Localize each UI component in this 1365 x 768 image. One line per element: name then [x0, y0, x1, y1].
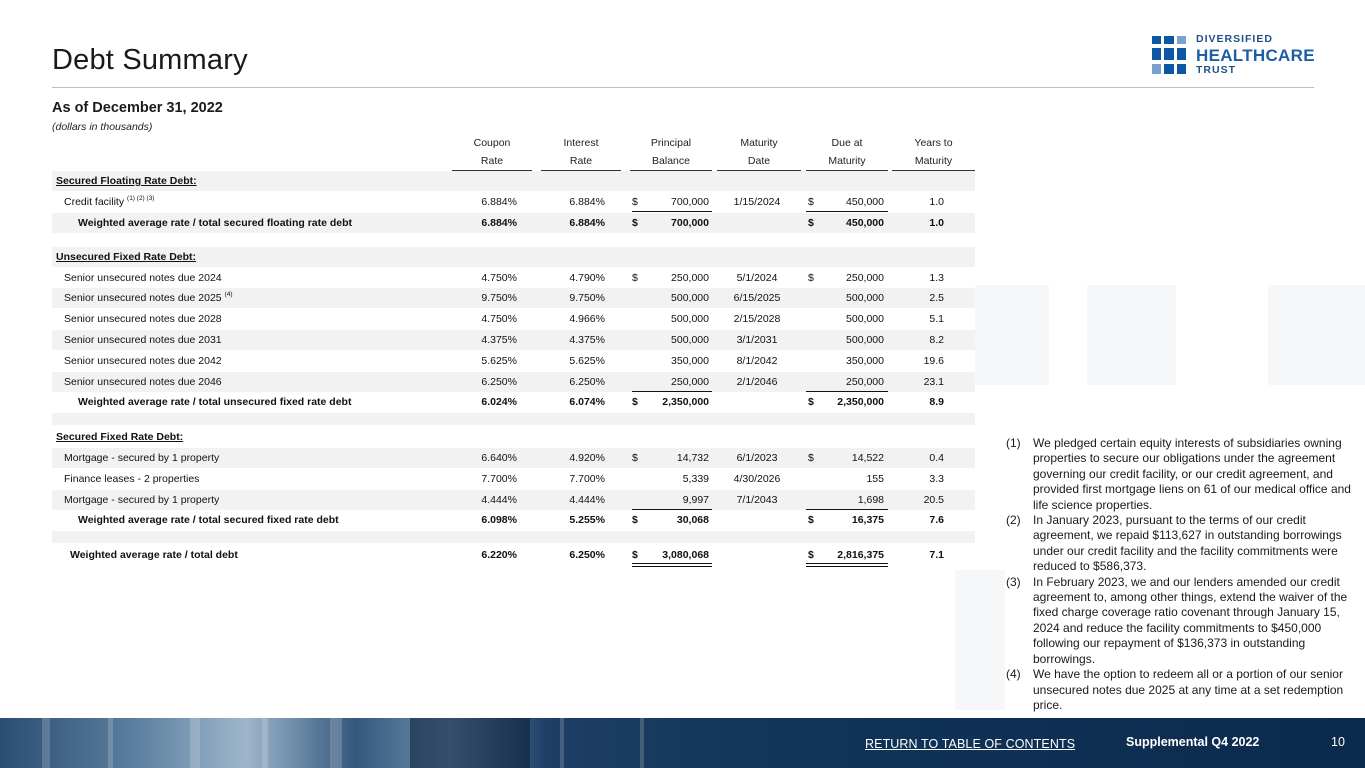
underline: [806, 211, 888, 212]
principal-balance: 500,000: [671, 334, 709, 346]
footnote-text: In February 2023, we and our lenders amended our credit agreement to, among other things, extend the waiver of the fixed charge coverage ratio covenant through January 15, 2024 and reduce the facility commitments to $450,000 following our repayment of $136,373 in outstanding borrowings.: [1033, 574, 1348, 666]
interest-rate: 4.920%: [569, 452, 605, 464]
footer-decoration: [42, 718, 50, 768]
double-underline: [806, 563, 888, 567]
principal-balance: 500,000: [671, 292, 709, 304]
logo-mark-icon: [1152, 36, 1188, 74]
table-row: [52, 469, 975, 489]
footnote-ref: (1) (2) (3): [127, 195, 155, 202]
years-to-maturity: 1.0: [929, 217, 944, 229]
years-to-maturity: 8.2: [929, 334, 944, 346]
units-note: (dollars in thousands): [52, 121, 153, 133]
spacer-row: [52, 531, 975, 543]
principal-balance: 500,000: [671, 313, 709, 325]
interest-rate: 6.884%: [569, 217, 605, 229]
years-to-maturity: 1.3: [929, 272, 944, 284]
due-at-maturity: 450,000: [846, 196, 884, 208]
years-to-maturity: 8.9: [929, 396, 944, 408]
years-to-maturity: 5.1: [929, 313, 944, 325]
currency-symbol: $: [632, 396, 638, 408]
due-at-maturity: 16,375: [851, 514, 884, 526]
due-at-maturity: 155: [866, 473, 884, 485]
principal-balance: 250,000: [671, 272, 709, 284]
interest-rate: 4.790%: [569, 272, 605, 284]
table-row: [52, 309, 975, 329]
interest-rate: 6.250%: [569, 376, 605, 388]
row-label: Weighted average rate / total secured fixed rate debt: [78, 514, 339, 526]
maturity-date: 2/1/2046: [736, 376, 778, 388]
principal-balance: 700,000: [671, 196, 709, 208]
footnote-number: (3): [1006, 574, 1021, 589]
logo-text-line1: DIVERSIFIED: [1196, 33, 1273, 45]
footnote-ref: (4): [224, 291, 233, 298]
background-decoration: [1268, 285, 1365, 385]
footnote: [1006, 575, 1354, 667]
currency-symbol: $: [808, 217, 814, 229]
footnote: [1006, 513, 1354, 575]
row-label: Credit facility $^{(1) (2) (3)}$: [64, 195, 155, 208]
interest-rate: 7.700%: [569, 473, 605, 485]
maturity-date: 6/15/2025: [733, 292, 781, 304]
maturity-date: 1/15/2024: [733, 196, 781, 208]
page-number: 10: [1331, 735, 1345, 749]
currency-symbol: $: [632, 196, 638, 208]
background-decoration: [1087, 285, 1176, 385]
section-header-row: [52, 171, 975, 191]
column-header-principal-balance: Principal Balance: [630, 134, 712, 171]
coupon-rate: 6.640%: [481, 452, 517, 464]
due-at-maturity: 350,000: [846, 355, 884, 367]
interest-rate: 5.625%: [569, 355, 605, 367]
due-at-maturity: 500,000: [846, 313, 884, 325]
page-title: Debt Summary: [52, 44, 248, 76]
years-to-maturity: 1.0: [929, 196, 944, 208]
due-at-maturity: 500,000: [846, 292, 884, 304]
section-header-row: [52, 247, 975, 267]
table-row: [52, 268, 975, 288]
as-of-date: As of December 31, 2022: [52, 100, 223, 116]
interest-rate: 6.074%: [569, 396, 605, 408]
table-row: [52, 448, 975, 468]
coupon-rate: 9.750%: [481, 292, 517, 304]
years-to-maturity: 7.6: [929, 514, 944, 526]
footer-decoration: [410, 718, 530, 768]
section-heading: Secured Fixed Rate Debt:: [56, 431, 184, 443]
maturity-date: 5/1/2024: [736, 272, 778, 284]
currency-symbol: $: [632, 272, 638, 284]
due-at-maturity: 1,698: [857, 494, 884, 506]
table-row: [52, 351, 975, 371]
due-at-maturity: 450,000: [846, 217, 884, 229]
principal-balance: 2,350,000: [662, 396, 709, 408]
principal-balance: 250,000: [671, 376, 709, 388]
coupon-rate: 6.098%: [481, 514, 517, 526]
due-at-maturity: 250,000: [846, 376, 884, 388]
currency-symbol: $: [808, 514, 814, 526]
maturity-date: 8/1/2042: [736, 355, 778, 367]
supplemental-label: Supplemental Q4 2022: [1126, 735, 1260, 749]
row-label: Weighted average rate / total unsecured fixed rate debt: [78, 396, 352, 408]
interest-rate: 6.250%: [569, 549, 605, 561]
coupon-rate: 6.024%: [481, 396, 517, 408]
principal-balance: 5,339: [682, 473, 709, 485]
years-to-maturity: 20.5: [923, 494, 944, 506]
coupon-rate: 5.625%: [481, 355, 517, 367]
currency-symbol: $: [808, 272, 814, 284]
return-to-toc-link[interactable]: RETURN TO TABLE OF CONTENTS: [865, 737, 1076, 751]
principal-balance: 14,732: [676, 452, 709, 464]
row-label: Mortgage - secured by 1 property: [64, 452, 220, 464]
due-at-maturity: 250,000: [846, 272, 884, 284]
maturity-date: 2/15/2028: [733, 313, 781, 325]
currency-symbol: $: [632, 514, 638, 526]
footer-banner: [0, 718, 1365, 768]
principal-balance: 350,000: [671, 355, 709, 367]
currency-symbol: $: [808, 549, 814, 561]
currency-symbol: $: [808, 452, 814, 464]
currency-symbol: $: [632, 217, 638, 229]
logo-text-line3: TRUST: [1196, 63, 1236, 76]
row-label: Senior unsecured notes due 2024: [64, 272, 222, 284]
footer-decoration: [560, 718, 564, 768]
column-header-maturity-date: Maturity Date: [717, 134, 801, 171]
footnote-text: We pledged certain equity interests of subsidiaries owning properties to secure our obligations under the agreement governing our credit facility, or our credit agreement, and provided first mortgage liens on 61 of our medical office and life science properties.: [1033, 436, 1351, 512]
coupon-rate: 4.750%: [481, 313, 517, 325]
footnote-text: We have the option to redeem all or a portion of our senior unsecured notes due 2025 at any time at a set redemption price.: [1033, 667, 1344, 712]
column-header-coupon-rate: Coupon Rate: [452, 134, 532, 171]
coupon-rate: 7.700%: [481, 473, 517, 485]
column-header-years-to-maturity: Years to Maturity: [892, 134, 975, 171]
footnote: [1006, 436, 1354, 513]
coupon-rate: 6.884%: [481, 217, 517, 229]
currency-symbol: $: [632, 549, 638, 561]
currency-symbol: $: [808, 396, 814, 408]
years-to-maturity: 7.1: [929, 549, 944, 561]
years-to-maturity: 23.1: [923, 376, 944, 388]
row-label: Senior unsecured notes due 2042: [64, 355, 222, 367]
section-header-row: [52, 427, 975, 447]
row-label: Senior unsecured notes due 2046: [64, 376, 222, 388]
background-decoration: [955, 570, 1005, 710]
column-header-interest-rate: Interest Rate: [541, 134, 621, 171]
subtotal-row: [52, 510, 975, 530]
background-decoration: [975, 285, 1049, 385]
footer-decoration: [190, 718, 200, 768]
section-heading: Secured Floating Rate Debt:: [56, 175, 197, 187]
row-label: Senior unsecured notes due 2025 $^{(4)}$: [64, 291, 233, 304]
principal-balance: 30,068: [676, 514, 709, 526]
coupon-rate: 6.884%: [481, 196, 517, 208]
years-to-maturity: 0.4: [929, 452, 944, 464]
table-row: [52, 490, 975, 510]
footnotes: [1006, 436, 1354, 713]
subtotal-row: [52, 213, 975, 233]
coupon-rate: 4.750%: [481, 272, 517, 284]
spacer-row: [52, 413, 975, 425]
table-row: [52, 372, 975, 392]
title-divider: [52, 87, 1314, 88]
footnote-number: (1): [1006, 436, 1021, 450]
interest-rate: 4.966%: [569, 313, 605, 325]
row-label: Finance leases - 2 properties: [64, 473, 200, 485]
column-header-due-at-maturity: Due at Maturity: [806, 134, 888, 171]
interest-rate: 6.884%: [569, 196, 605, 208]
grand-total-row: [52, 545, 975, 565]
maturity-date: 4/30/2026: [733, 473, 781, 485]
principal-balance: 700,000: [671, 217, 709, 229]
subtotal-row: [52, 392, 975, 412]
interest-rate: 4.444%: [569, 494, 605, 506]
currency-symbol: $: [808, 196, 814, 208]
double-underline: [632, 563, 712, 567]
row-label: Senior unsecured notes due 2028: [64, 313, 222, 325]
footnote-number: (4): [1006, 667, 1021, 682]
due-at-maturity: 500,000: [846, 334, 884, 346]
footer-decoration: [108, 718, 113, 768]
principal-balance: 3,080,068: [662, 549, 709, 561]
coupon-rate: 4.444%: [481, 494, 517, 506]
footer-decoration: [262, 718, 268, 768]
maturity-date: 6/1/2023: [736, 452, 778, 464]
footnote-number: (2): [1006, 513, 1021, 528]
interest-rate: 5.255%: [569, 514, 605, 526]
company-logo: [1152, 34, 1322, 76]
row-label: Senior unsecured notes due 2031: [64, 334, 222, 346]
currency-symbol: $: [632, 452, 638, 464]
footer-decoration: [640, 718, 644, 768]
underline: [632, 211, 712, 212]
table-row: [52, 330, 975, 350]
footnote: [1006, 667, 1354, 713]
principal-balance: 9,997: [682, 494, 709, 506]
maturity-date: 3/1/2031: [736, 334, 778, 346]
years-to-maturity: 3.3: [929, 473, 944, 485]
maturity-date: 7/1/2043: [736, 494, 778, 506]
footnote-text: In January 2023, pursuant to the terms of our credit agreement, we repaid $113,627 in outstanding borrowings under our credit facility and the facility commitments were reduced to $586,373.: [1033, 513, 1342, 574]
coupon-rate: 4.375%: [481, 334, 517, 346]
logo-text-line2: HEALTHCARE: [1196, 45, 1315, 65]
coupon-rate: 6.250%: [481, 376, 517, 388]
coupon-rate: 6.220%: [481, 549, 517, 561]
row-label: Weighted average rate / total debt: [70, 549, 238, 561]
table-row: [52, 288, 975, 308]
interest-rate: 9.750%: [569, 292, 605, 304]
years-to-maturity: 19.6: [923, 355, 944, 367]
row-label: Weighted average rate / total secured floating rate debt: [78, 217, 353, 229]
years-to-maturity: 2.5: [929, 292, 944, 304]
row-label: Mortgage - secured by 1 property: [64, 494, 220, 506]
due-at-maturity: 2,350,000: [837, 396, 884, 408]
interest-rate: 4.375%: [569, 334, 605, 346]
due-at-maturity: 14,522: [851, 452, 884, 464]
section-heading: Unsecured Fixed Rate Debt:: [56, 251, 197, 263]
footer-decoration: [330, 718, 342, 768]
due-at-maturity: 2,816,375: [837, 549, 884, 561]
table-row: [52, 192, 975, 212]
